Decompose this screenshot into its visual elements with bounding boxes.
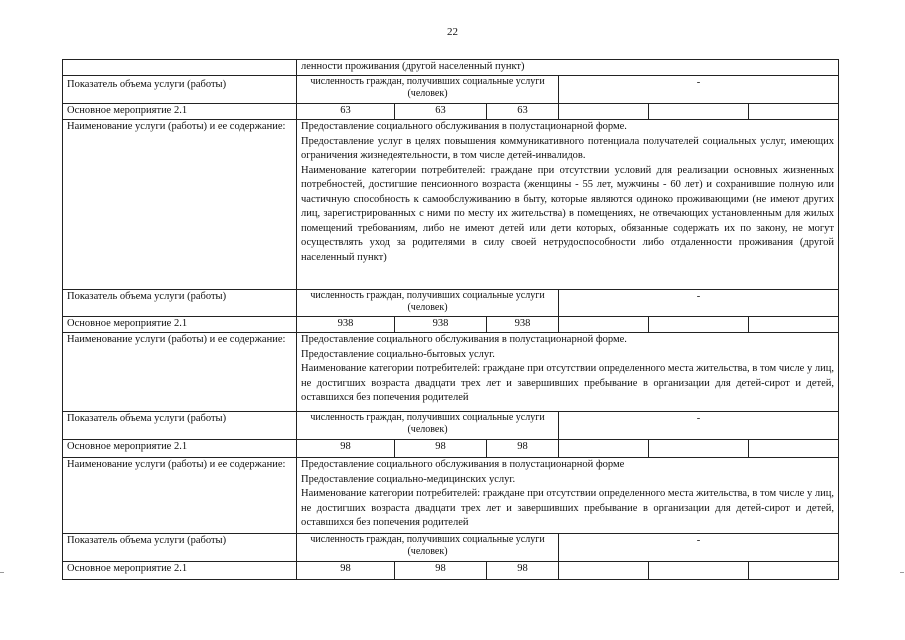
- empty-cell: [749, 440, 839, 458]
- name-row: [63, 120, 839, 290]
- service-table: [62, 59, 839, 580]
- value-cell: 98: [395, 562, 487, 580]
- volume-row: [63, 412, 839, 440]
- fragment-row: [63, 60, 839, 76]
- content-line: Предоставление социально-медицинских услуг.: [301, 473, 516, 485]
- volume-unit: численность граждан, получивших социальные услуги (человек): [297, 412, 559, 440]
- margin-tick: [900, 572, 904, 573]
- content-line: Наименование категории потребителей: граждане при отсутствии определенного места жительства, в том числе у лиц, не достигших возраста двадцати трех лет и завершивших пребывание в организации для детей-сирот и детей, оставшихся без попечения родителей: [301, 363, 834, 403]
- measure-label: Основное мероприятие 2.1: [63, 104, 297, 120]
- service-content: [297, 120, 839, 290]
- dash-cell: -: [559, 290, 839, 317]
- measure-row: [63, 104, 839, 120]
- volume-label: Показатель объема услуги (работы): [63, 534, 297, 562]
- margin-tick: [0, 572, 4, 573]
- content-line: Наименование категории потребителей: граждане при отсутствии определенного места жительства, в том числе у лиц, не достигших возраста двадцати трех лет и завершивших пребывание в организации для детей-сирот и детей, оставшихся без попечения родителей: [301, 488, 834, 528]
- value-cell: 63: [487, 104, 559, 120]
- empty-cell: [649, 317, 749, 333]
- volume-row: [63, 290, 839, 317]
- name-label: Наименование услуги (работы) и ее содержание:: [63, 458, 297, 534]
- value-cell: 938: [487, 317, 559, 333]
- dash-cell: -: [559, 412, 839, 440]
- empty-cell: [749, 562, 839, 580]
- content-line: Предоставление социального обслуживания в полустационарной форме.: [301, 334, 627, 345]
- volume-row: [63, 534, 839, 562]
- empty-cell: [649, 562, 749, 580]
- measure-row: [63, 562, 839, 580]
- service-content: ленности проживания (другой населенный пункт): [297, 60, 839, 76]
- dash-cell: -: [559, 76, 839, 104]
- content-line: Предоставление социально-бытовых услуг.: [301, 348, 495, 360]
- empty-cell: [749, 104, 839, 120]
- name-row: [63, 333, 839, 412]
- measure-label: Основное мероприятие 2.1: [63, 562, 297, 580]
- measure-row: [63, 317, 839, 333]
- value-cell: 98: [487, 440, 559, 458]
- content-line: Предоставление услуг в целях повышения коммуникативного потенциала получателей социальных услуг, имеющих ограничения жизнедеятельности, в том числе детей-инвалидов.: [301, 135, 834, 161]
- empty-cell: [559, 440, 649, 458]
- empty-cell: [749, 317, 839, 333]
- volume-label: Показатель объема услуги (работы): [63, 412, 297, 440]
- value-cell: 63: [395, 104, 487, 120]
- volume-unit: численность граждан, получивших социальные услуги (человек): [297, 534, 559, 562]
- volume-label: Показатель объема услуги (работы): [63, 76, 297, 104]
- name-row: [63, 458, 839, 534]
- service-content: [297, 333, 839, 412]
- content-line: Наименование категории потребителей: граждане при отсутствии условий для реализации основных жизненных потребностей, достигшие пенсионного возраста (женщины - 55 лет, мужчины - 60 лет) и сохранившие полную или частичную способность к самообслуживанию в быту, которые являются одиноко проживающими (не имеют других лиц, зарегистрированных с ними по месту их жительства) в помещениях, не отвечающих установленным для жилых помещений требованиям, либо не имеют детей или дети которых, обязанные содержать их по закону, не могут осуществлять уход за родителями в силу своей нетрудоспособности либо отдаленности проживания (другой населенный пункт): [301, 164, 834, 263]
- name-label: Наименование услуги (работы) и ее содержание:: [63, 120, 297, 290]
- service-content: [297, 458, 839, 534]
- empty-cell: [63, 60, 297, 76]
- volume-row: [63, 76, 839, 104]
- empty-cell: [649, 104, 749, 120]
- value-cell: 938: [297, 317, 395, 333]
- value-cell: 98: [395, 440, 487, 458]
- value-cell: 98: [297, 562, 395, 580]
- empty-cell: [559, 104, 649, 120]
- volume-label: Показатель объема услуги (работы): [63, 290, 297, 317]
- measure-label: Основное мероприятие 2.1: [63, 440, 297, 458]
- volume-unit: численность граждан, получивших социальные услуги (человек): [297, 76, 559, 104]
- content-line: Предоставление социального обслуживания в полустационарной форме.: [301, 121, 627, 132]
- empty-cell: [649, 440, 749, 458]
- measure-row: [63, 440, 839, 458]
- content-line: Предоставление социального обслуживания в полустационарной форме: [301, 459, 625, 470]
- value-cell: 98: [487, 562, 559, 580]
- name-label: Наименование услуги (работы) и ее содержание:: [63, 333, 297, 412]
- value-cell: 938: [395, 317, 487, 333]
- value-cell: 63: [297, 104, 395, 120]
- dash-cell: -: [559, 534, 839, 562]
- page-number: 22: [447, 26, 458, 38]
- value-cell: 98: [297, 440, 395, 458]
- empty-cell: [559, 317, 649, 333]
- empty-cell: [559, 562, 649, 580]
- measure-label: Основное мероприятие 2.1: [63, 317, 297, 333]
- volume-unit: численность граждан, получивших социальные услуги (человек): [297, 290, 559, 317]
